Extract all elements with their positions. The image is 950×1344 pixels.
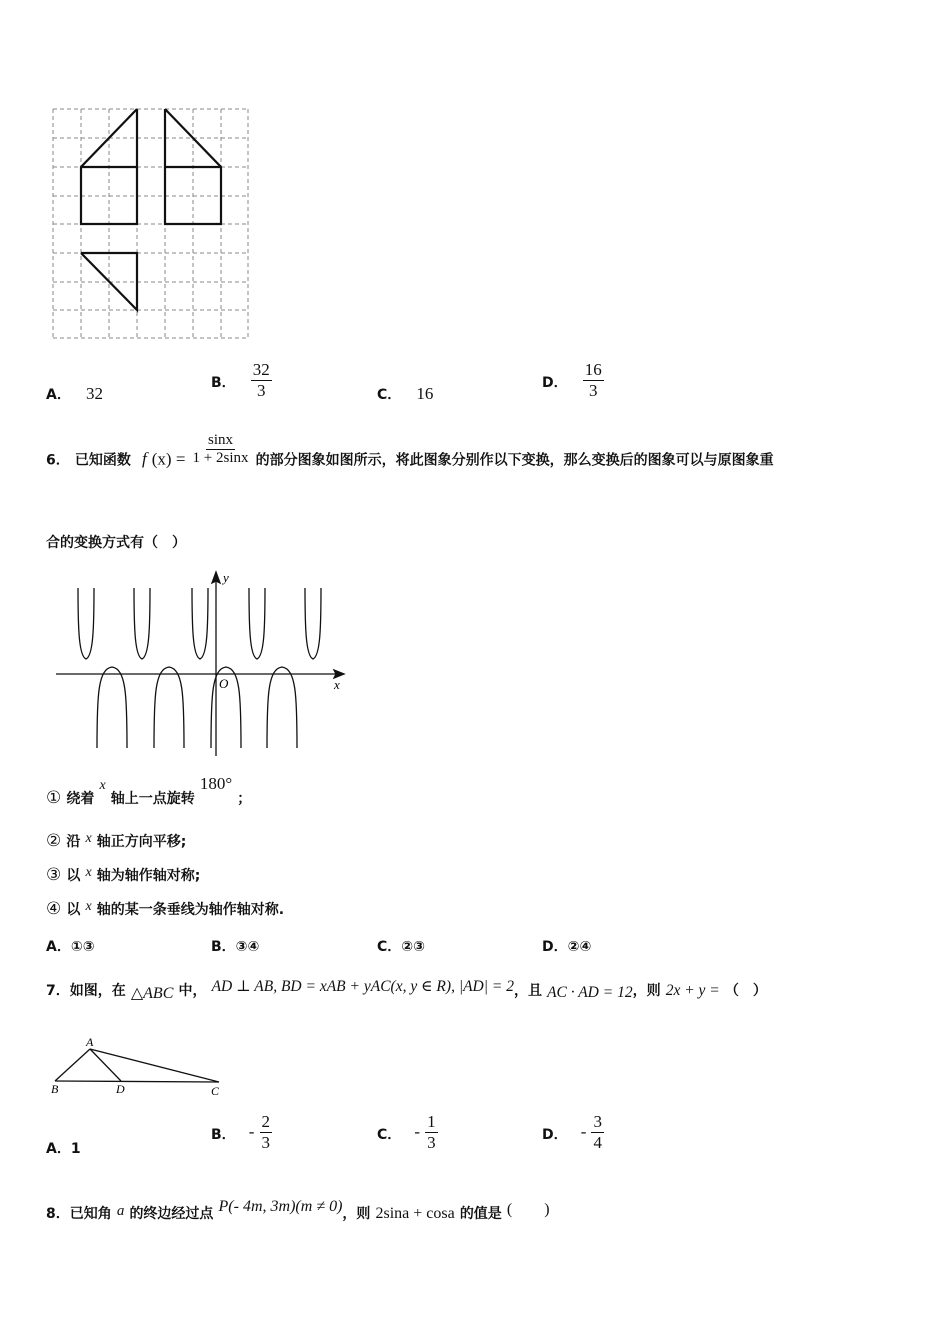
item-var: x [85, 865, 92, 880]
item-text: 绕着 [66, 791, 95, 807]
q5-option-b[interactable] [211, 360, 272, 400]
option-value: ①③ [70, 939, 95, 955]
fraction-denominator: 4 [593, 1132, 602, 1152]
option-fraction [583, 360, 604, 400]
option-value: ②④ [567, 939, 592, 955]
point-formula: P(- 4m, 3m)(m ≠ 0) [218, 1198, 343, 1215]
item-var: x [99, 778, 106, 793]
q7-stem [46, 980, 767, 1000]
origin-label: O [219, 676, 229, 691]
question-number: 7． [46, 983, 70, 999]
stem-text: 的终边经过点 [129, 1206, 214, 1222]
dot-product-formula: AC · AD = 12 [547, 984, 633, 1001]
item-text: 轴的某一条垂线为轴作轴对称. [96, 902, 285, 918]
q6-option-d[interactable] [542, 936, 591, 956]
fraction-numerator: 3 [593, 1112, 602, 1131]
question-number: 6． [46, 452, 70, 469]
function-graph [56, 570, 356, 760]
stem-text: 如图，在 [69, 983, 126, 999]
item-mark: ④ [46, 899, 62, 918]
fraction-denominator: 3 [427, 1132, 436, 1152]
q7-option-c[interactable] [377, 1112, 438, 1152]
option-fraction [251, 360, 272, 400]
three-view-figure [50, 106, 255, 342]
func-arg: (x) = [151, 449, 186, 469]
q5-option-c[interactable] [377, 384, 433, 404]
option-letter: C． [377, 1126, 402, 1143]
func-fraction [191, 432, 251, 468]
question-number: 8． [46, 1206, 70, 1222]
option-sign: - [580, 1121, 587, 1141]
stem-text: 中， [178, 983, 207, 999]
stem-text: 已知角 [69, 1206, 112, 1222]
option-sign: - [414, 1121, 421, 1141]
q6-item-2 [46, 831, 186, 851]
q6-item-1 [46, 774, 252, 807]
item-mark: ① [46, 788, 62, 807]
condition-formula: AD ⊥ AB, BD = xAB + yAC(x, y ∈ R), |AD| = 2 [211, 978, 514, 995]
fraction-numerator: 2 [261, 1112, 271, 1131]
q6-stem-line1 [46, 432, 774, 478]
option-letter: C． [377, 939, 402, 955]
point-c-label: C [211, 1084, 220, 1098]
item-text: 以 [66, 868, 81, 884]
item-text: 轴为轴作轴对称; [96, 868, 201, 884]
option-letter: D． [542, 939, 568, 955]
x-axis-label: x [334, 677, 340, 692]
option-value: ②③ [401, 939, 425, 955]
option-letter: B． [211, 374, 236, 391]
item-var: x [85, 899, 92, 914]
item-text: 以 [66, 902, 81, 918]
option-fraction [425, 1112, 438, 1152]
item-text: ； [237, 791, 252, 807]
point-b-label: B [51, 1082, 59, 1096]
option-letter: D． [542, 1126, 568, 1143]
q6-option-b[interactable] [211, 936, 259, 956]
stem-text: ，则 [342, 1206, 371, 1222]
q6-option-a[interactable] [46, 936, 95, 956]
fraction-denominator: 3 [261, 1132, 271, 1152]
y-axis-label: y [223, 570, 229, 585]
fraction-numerator: sinx [206, 432, 235, 450]
item-mark: ③ [46, 865, 62, 884]
option-letter: A． [46, 939, 71, 955]
fraction-denominator: 1 + 2sinx [192, 450, 249, 467]
fraction-numerator: 16 [584, 360, 602, 379]
point-a-label: A [86, 1035, 94, 1049]
item-degree: 180° [199, 774, 233, 793]
item-text: 沿 [66, 834, 81, 850]
stem-text: 的值是 [459, 1206, 502, 1222]
angle-symbol: a [116, 1203, 125, 1219]
answer-blank: ( ) [506, 1201, 550, 1218]
q7-option-b[interactable] [211, 1112, 272, 1152]
q6-item-4 [46, 899, 284, 919]
q7-option-a[interactable] [46, 1138, 81, 1158]
answer-blank: （ ） [724, 983, 767, 999]
q5-option-a[interactable] [46, 384, 103, 404]
option-value: 16 [416, 384, 434, 403]
option-letter: C． [377, 387, 402, 403]
option-letter: A． [46, 1141, 71, 1157]
q7-option-d[interactable] [542, 1112, 604, 1152]
q6-option-c[interactable] [377, 936, 425, 956]
triangle-label: △ABC [130, 985, 174, 1002]
item-mark: ② [46, 831, 62, 850]
fraction-denominator: 3 [588, 380, 598, 400]
option-fraction [260, 1112, 273, 1152]
q6-stem-line2: 合的变换方式有（ ） [46, 535, 186, 551]
item-var: x [85, 831, 92, 846]
fraction-numerator: 32 [252, 360, 270, 379]
triangle-figure [46, 1034, 236, 1100]
option-letter: B． [211, 1126, 236, 1143]
option-value: 1 [70, 1141, 81, 1157]
stem-text: 的部分图象如图所示，将此图象分别作以下变换，那么变换后的图象可以与原图象重 [255, 452, 774, 469]
q6-item-3 [46, 865, 200, 885]
stem-text: ，则 [632, 983, 661, 999]
item-text: 轴正方向平移; [96, 834, 187, 850]
option-fraction [591, 1112, 604, 1152]
func-name: f [141, 449, 147, 469]
stem-text: 已知函数 [74, 452, 131, 469]
target-expression: 2sina + cosa [375, 1205, 455, 1222]
option-value: ③④ [235, 939, 260, 955]
option-letter: B． [211, 939, 236, 955]
q5-option-d[interactable] [542, 360, 604, 400]
option-letter: D． [542, 374, 568, 391]
stem-text: ，且 [513, 983, 542, 999]
option-value: 32 [85, 384, 103, 403]
option-letter: A． [46, 387, 71, 403]
fraction-numerator: 1 [427, 1112, 436, 1131]
q8-stem [46, 1200, 550, 1223]
fraction-denominator: 3 [257, 380, 266, 400]
point-d-label: D [116, 1082, 125, 1096]
item-text: 轴上一点旋转 [110, 791, 195, 807]
target-expression: 2x + y = [665, 982, 720, 999]
option-sign: - [248, 1121, 255, 1141]
